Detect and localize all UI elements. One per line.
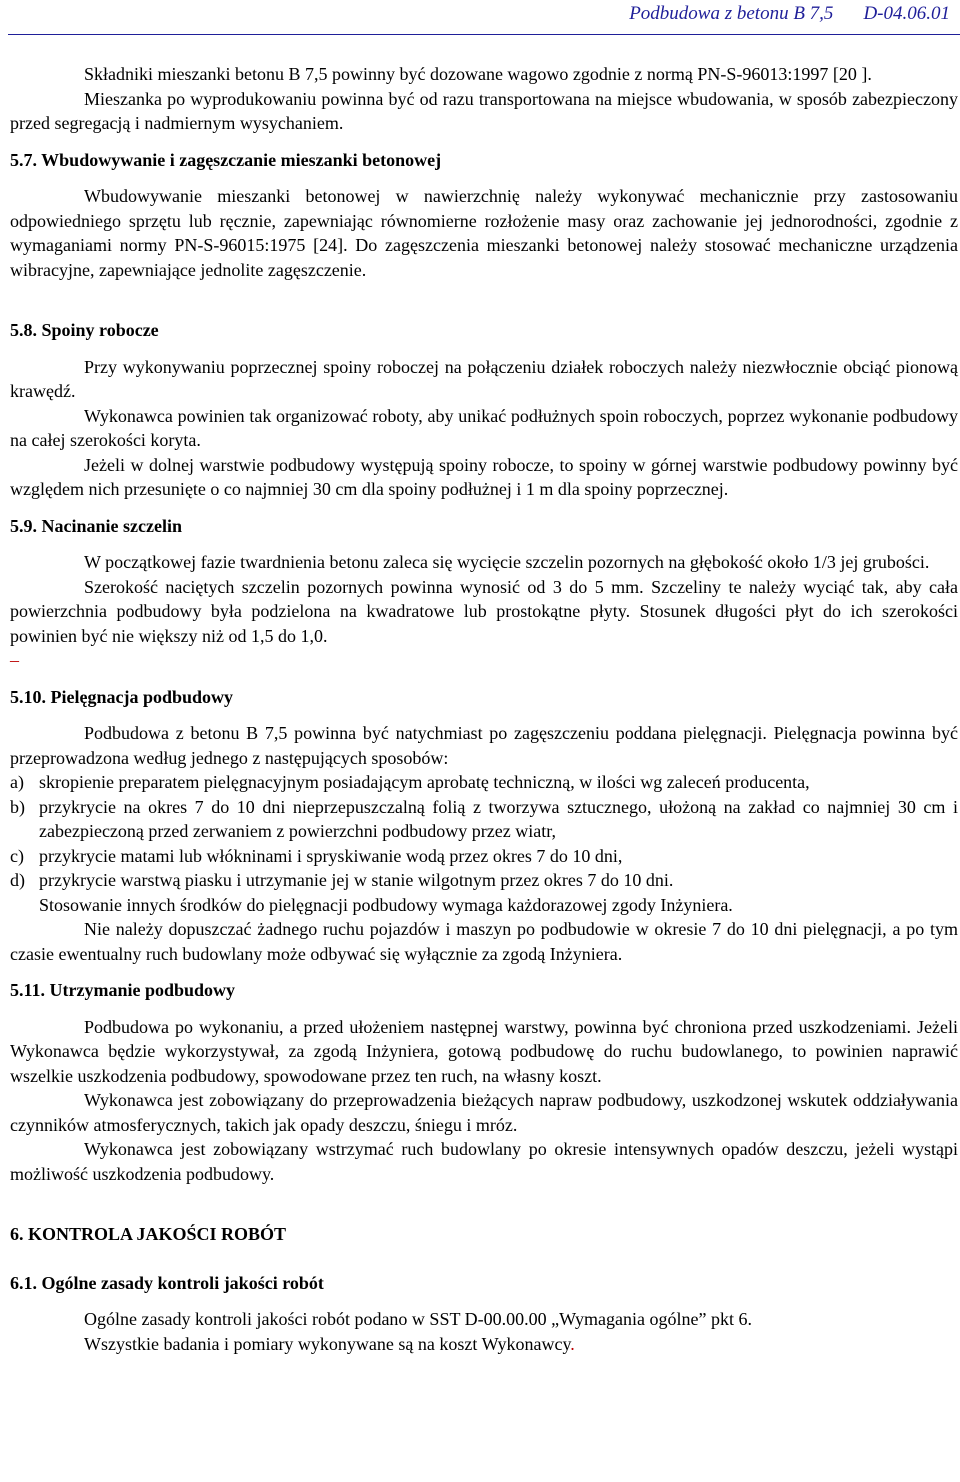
paragraph: Stosowanie innych środków do pielęgnacji podbudowy wymaga każdorazowej zgody Inżyniera.	[39, 894, 733, 915]
list-marker: a)	[10, 772, 24, 792]
paragraph-end: .	[570, 1333, 575, 1354]
section-heading: 5.8. Spoiny robocze	[10, 320, 159, 340]
paragraph: Nie należy dopuszczać żadnego ruchu pojazdów i maszyn po podbudowie w okresie 7 do 10 dni pielęgnacji, a po tym czasie ewentualny ruch budowlany może odbywać się wyłącznie za zgodą Inżyniera.	[10, 919, 958, 964]
paragraph: Podbudowa z betonu B 7,5 powinna być natychmiast po zagęszczeniu poddana pielęgnacji. Pielęgnacja powinna być przeprowadzona według jednego z następujących sposobów:	[10, 723, 958, 768]
paragraph: Wykonawca jest zobowiązany do przeprowadzenia bieżących napraw podbudowy, uszkodzonej wskutek oddziaływania czynników atmosferycznych, takich jak opady deszczu, śniegu i mróz.	[10, 1090, 958, 1135]
paragraph	[10, 1332, 958, 1357]
chapter-heading: 6. KONTROLA JAKOŚCI ROBÓT	[10, 1224, 287, 1244]
paragraph: Podbudowa po wykonaniu, a przed ułożeniem następnej warstwy, powinna być chroniona przed uszkodzeniami. Jeżeli Wykonawca będzie wykorzystywał, za zgodą Inżyniera, gotową podbudowę do ruchu budowlanego, to powinien naprawić wszelkie uszkodzenia podbudowy, spowodowane przez ten ruch, na własny koszt.	[10, 1016, 958, 1086]
list-item	[10, 868, 958, 893]
list-item	[10, 795, 958, 844]
section-heading: 6.1. Ogólne zasady kontroli jakości robót	[10, 1272, 324, 1293]
list-item-text: przykrycie warstwą piasku i utrzymanie jej w stanie wilgotnym przez okres 7 do 10 dni.	[39, 870, 674, 890]
paragraph: Ogólne zasady kontroli jakości robót podano w SST D-00.00.00 „Wymagania ogólne” pkt 6.	[84, 1309, 752, 1329]
header-title: Podbudowa z betonu B 7,5	[629, 3, 834, 24]
list-marker: b)	[10, 796, 25, 817]
header-rule	[8, 34, 960, 35]
care-methods-list	[10, 770, 958, 893]
list-item	[10, 844, 958, 869]
list-item-text: przykrycie matami lub włókninami i spryskiwanie wodą przez okres 7 do 10 dni,	[39, 845, 623, 866]
section-heading: 5.10. Pielęgnacja podbudowy	[10, 686, 234, 707]
paragraph: Składniki mieszanki betonu B 7,5 powinny być dozowane wagowo zgodnie z normą PN-S-96013:1997 [20 ].	[84, 64, 872, 84]
paragraph-text: Wszystkie badania i pomiary wykonywane są na koszt Wykonawcy	[84, 1333, 571, 1354]
list-item-text: skropienie preparatem pielęgnacyjnym posiadającym aprobatę techniczną, w ilości wg zaleceń producenta,	[39, 772, 810, 792]
list-marker: d)	[10, 870, 25, 890]
document-body	[10, 62, 958, 1356]
list-item-text: przykrycie na okres 7 do 10 dni nieprzepuszczalną folią z tworzywa sztucznego, ułożoną na zakład co najmniej 30 cm i zabezpieczoną przed zerwaniem z powierzchni podbudowy przez wiatr,	[39, 796, 958, 841]
paragraph: Wbudowywanie mieszanki betonowej w nawierzchnię należy wykonywać mechanicznie przy zastosowaniu odpowiedniego sprzętu lub ręcznie, zapewniając równomierne rozłożenie masy oraz zachowanie jej jednorodności, zgodnie z wymaganiami normy PN-S-96015:1975 [24]. Do zagęszczenia mieszanki betonowej należy stosować mechaniczne urządzenia wibracyjne, zapewniające jednolite zagęszczenie.	[10, 186, 958, 280]
section-heading: 5.7. Wbudowywanie i zagęszczanie mieszanki betonowej	[10, 149, 442, 170]
header-code: D-04.06.01	[863, 3, 950, 24]
paragraph: Przy wykonywaniu poprzecznej spoiny roboczej na połączeniu działek roboczych należy niezwłocznie obciąć pionową krawędź.	[10, 356, 958, 401]
section-heading: 5.11. Utrzymanie podbudowy	[10, 980, 236, 1000]
paragraph: W początkowej fazie twardnienia betonu zaleca się wycięcie szczelin pozornych na głębokość około 1/3 jej grubości.	[84, 552, 930, 572]
stray-dash: –	[10, 650, 19, 670]
paragraph: Wykonawca jest zobowiązany wstrzymać ruch budowlany po okresie intensywnych opadów deszczu, jeżeli wystąpi możliwość uszkodzenia podbudowy.	[10, 1139, 958, 1184]
paragraph: Jeżeli w dolnej warstwie podbudowy występują spoiny robocze, to spoiny w górnej warstwie podbudowy powinny być względem nich przesunięte o co najmniej 30 cm dla spoiny podłużnej i 1 m dla spoiny poprzecznej.	[10, 454, 958, 499]
list-item	[10, 770, 958, 795]
paragraph: Wykonawca powinien tak organizować roboty, aby unikać podłużnych spoin roboczych, poprzez wykonanie podbudowy na całej szerokości koryta.	[10, 405, 958, 450]
list-marker: c)	[10, 845, 24, 866]
paragraph: Mieszanka po wyprodukowaniu powinna być od razu transportowana na miejsce wbudowania, w sposób zabezpieczony przed segregacją i nadmiernym wysychaniem.	[10, 88, 958, 133]
section-heading: 5.9. Nacinanie szczelin	[10, 515, 182, 536]
page-header	[629, 3, 950, 25]
paragraph: Szerokość naciętych szczelin pozornych powinna wynosić od 3 do 5 mm. Szczeliny te należy wyciąć tak, aby cała powierzchnia podbudowy była podzielona na kwadratowe lub prostokątne płyty. Stosunek długości płyt do ich szerokości powinien być nie większy niż od 1,5 do 1,0.	[10, 576, 958, 646]
